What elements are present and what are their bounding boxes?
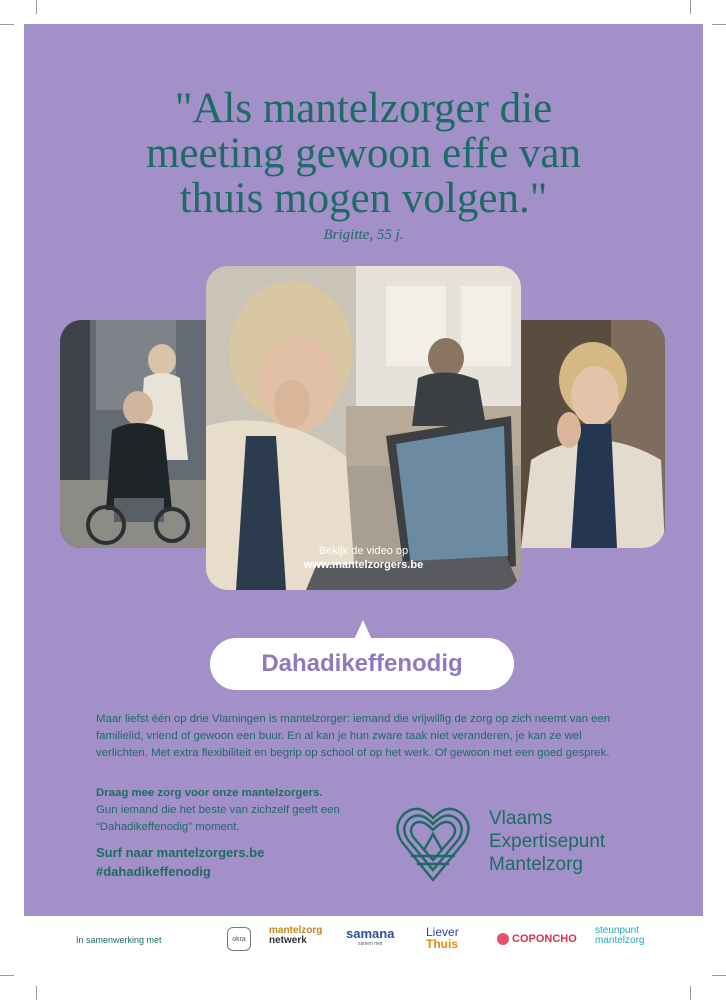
cta-heading: Draag mee zorg voor onze mantelzorgers. xyxy=(96,787,323,799)
quote-author: Brigitte, 55 j. xyxy=(323,227,404,243)
crop-mark xyxy=(0,975,14,976)
mzn-logo-text: netwerk xyxy=(269,935,307,946)
crop-mark xyxy=(712,24,726,25)
laptop-scene-image xyxy=(206,266,521,590)
steunpunt-mantelzorg-logo xyxy=(595,926,644,952)
steunpunt-logo-text: mantelzorg xyxy=(595,935,645,946)
samana-tagline: samen met xyxy=(357,941,383,947)
campaign-tag: Dahadikeffenodig xyxy=(261,650,463,677)
website-link[interactable]: Surf naar mantelzorgers.be xyxy=(96,845,265,860)
video-caption xyxy=(206,544,521,572)
liever-logo-text: Thuis xyxy=(426,937,458,951)
crop-mark xyxy=(690,0,691,14)
organisation-line: Mantelzorg xyxy=(489,854,583,875)
steunpunt-logo-text: steunpunt xyxy=(595,925,639,936)
video-caption-text: Bekijk de video op xyxy=(318,545,409,557)
liever-logo-text: Liever xyxy=(426,925,459,939)
coponcho-logo-text: COPONCHO xyxy=(512,933,577,945)
okra-logo-text: okra xyxy=(227,927,251,951)
coponcho-logo xyxy=(497,926,577,952)
video-link[interactable]: www.mantelzorgers.be xyxy=(303,559,424,571)
organisation-line: Expertisepunt xyxy=(489,831,606,852)
wheelchair-scene-image xyxy=(60,320,206,548)
quote-line: thuis mogen volgen." xyxy=(179,175,548,222)
website-callout xyxy=(96,843,264,881)
body-paragraph: Maar liefst één op drie Vlamingen is mantelzorger: iemand die vrijwillig de zorg op zich neemt van een familielid, vriend of gewoon een buur. En al kan je hun zware taak niet veranderen, je kan ze wel verlichten. Met extra flexibiliteit en begrip op school of op het werk. Of gewoon met een goed gesprek. xyxy=(96,713,611,759)
call-to-action xyxy=(96,785,356,836)
cta-text: Gun iemand die het beste van zichzelf geeft een “Dahadikeffenodig” moment. xyxy=(96,804,340,833)
coponcho-circle-icon xyxy=(497,933,509,945)
crop-mark xyxy=(690,986,691,1000)
hashtag: #dahadikeffenodig xyxy=(96,864,211,879)
photo-wheelchair xyxy=(60,320,206,548)
okra-logo xyxy=(227,926,251,952)
crop-mark xyxy=(0,24,14,25)
poster xyxy=(24,24,703,916)
photo-laptop xyxy=(206,266,521,590)
quote xyxy=(24,86,703,221)
samana-logo-text: samana xyxy=(346,926,395,941)
partners-label: In samenwerking met xyxy=(76,935,162,945)
heart-logo-icon xyxy=(394,800,472,884)
quote-line: meeting gewoon effe van xyxy=(145,130,582,177)
mantelzorgnetwerk-logo xyxy=(269,926,322,952)
liever-thuis-logo xyxy=(426,926,459,952)
campaign-tag-bubble xyxy=(210,638,514,690)
smiling-woman-image xyxy=(521,320,665,548)
organisation-name xyxy=(489,807,605,876)
crop-mark xyxy=(36,986,37,1000)
quote-line: "Als mantelzorger die xyxy=(174,85,553,132)
samana-logo xyxy=(346,926,394,952)
partner-footer xyxy=(24,916,703,960)
crop-mark xyxy=(36,0,37,14)
organisation-line: Vlaams xyxy=(489,808,553,829)
crop-mark xyxy=(712,975,726,976)
photo-smiling-woman xyxy=(521,320,665,548)
mzn-logo-text: mantelzorg xyxy=(269,925,323,936)
